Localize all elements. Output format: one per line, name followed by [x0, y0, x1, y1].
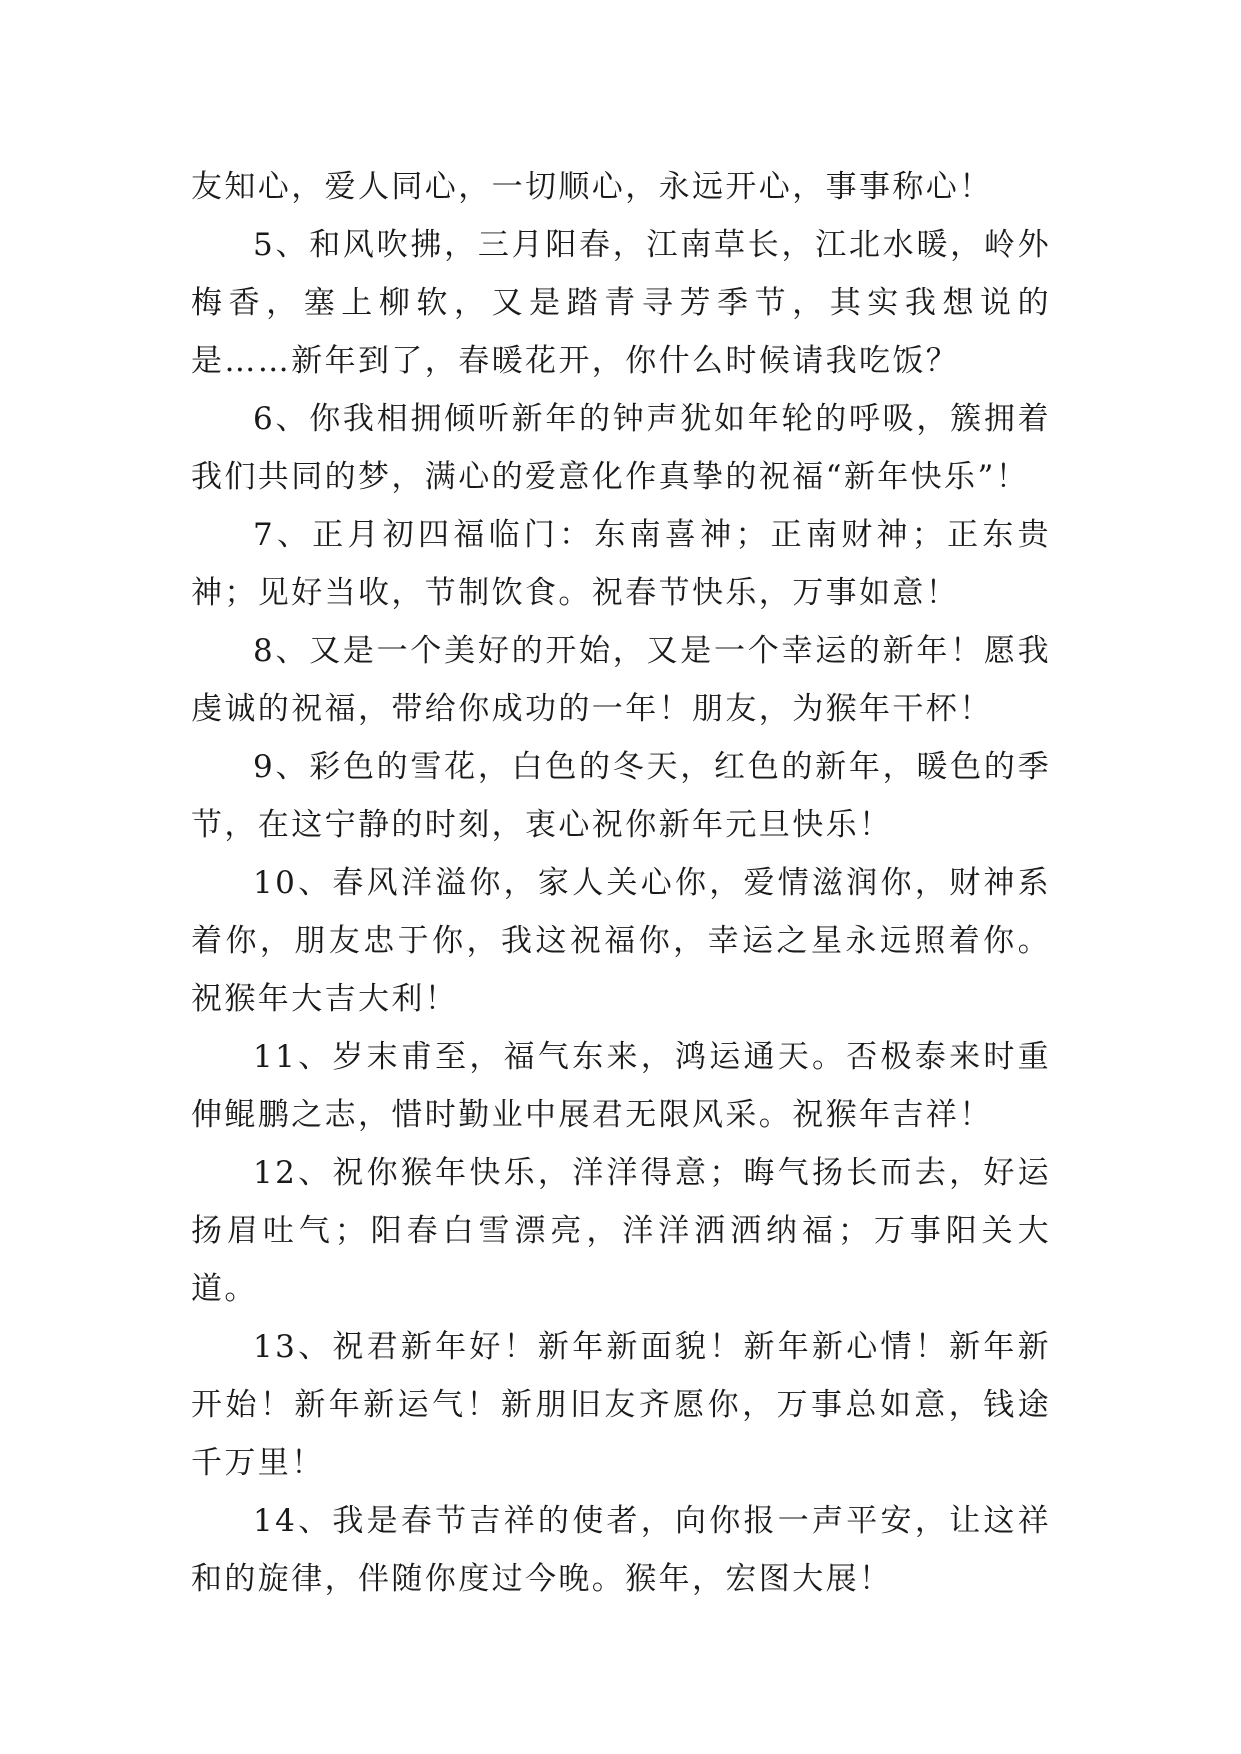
- paragraph-item-8: 8、又是一个美好的开始，又是一个幸运的新年！愿我虔诚的祝福，带给你成功的一年！朋友，为猴年干杯！: [191, 633, 1051, 727]
- paragraph-continuation: 友知心，爱人同心，一切顺心，永远开心，事事称心！: [191, 169, 993, 205]
- paragraph-item-13: 13、祝君新年好！新年新面貌！新年新心情！新年新开始！新年新运气！新朋旧友齐愿你，万事总如意，钱途千万里！: [191, 1329, 1051, 1481]
- paragraph-item-12: 12、祝你猴年快乐，洋洋得意；晦气扬长而去，好运扬眉吐气；阳春白雪漂亮，洋洋洒洒纳福；万事阳关大道。: [191, 1155, 1051, 1307]
- document-body: [191, 158, 1051, 1608]
- paragraph-item-10: 10、春风洋溢你，家人关心你，爱情滋润你，财神系着你，朋友忠于你，我这祝福你，幸运之星永远照着你。祝猴年大吉大利！: [191, 865, 1051, 1017]
- paragraph-item-5: 5、和风吹拂，三月阳春，江南草长，江北水暖，岭外梅香，塞上柳软，又是踏青寻芳季节，其实我想说的是……新年到了，春暖花开，你什么时候请我吃饭？: [191, 227, 1051, 379]
- paragraph-item-6: 6、你我相拥倾听新年的钟声犹如年轮的呼吸，簇拥着我们共同的梦，满心的爱意化作真挚的祝福“新年快乐”！: [191, 401, 1051, 495]
- paragraph-item-9: 9、彩色的雪花，白色的冬天，红色的新年，暖色的季节，在这宁静的时刻，衷心祝你新年元旦快乐！: [191, 749, 1051, 843]
- paragraph-item-11: 11、岁末甫至，福气东来，鸿运通天。否极泰来时重伸鲲鹏之志，惜时勤业中展君无限风采。祝猴年吉祥！: [191, 1039, 1051, 1133]
- paragraph-item-14: 14、我是春节吉祥的使者，向你报一声平安，让这祥和的旋律，伴随你度过今晚。猴年，宏图大展！: [191, 1503, 1051, 1597]
- paragraph-item-7: 7、正月初四福临门：东南喜神；正南财神；正东贵神；见好当收，节制饮食。祝春节快乐，万事如意！: [191, 517, 1051, 611]
